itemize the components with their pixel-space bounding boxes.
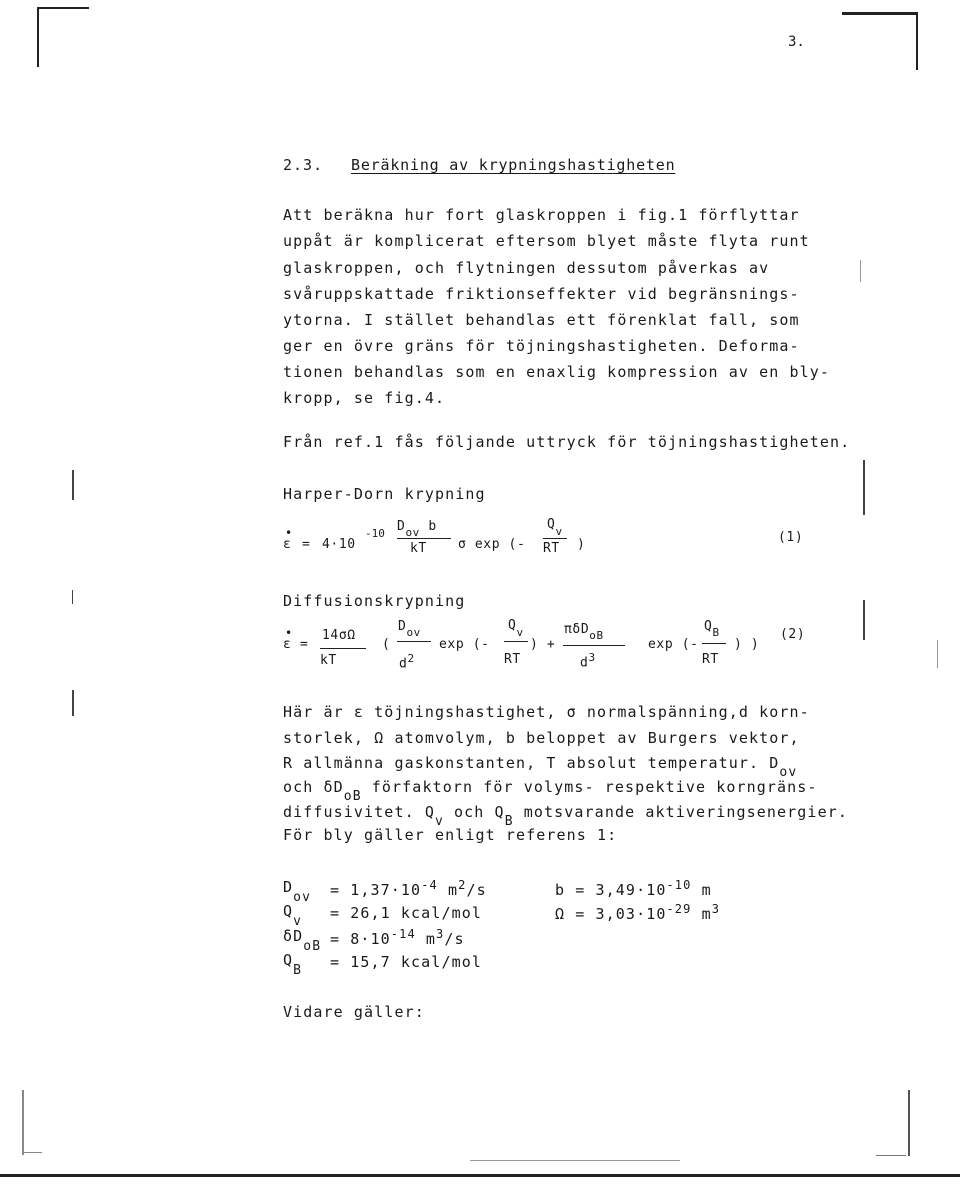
activation-energy-subscript: v [516, 626, 524, 639]
frame-bottom-right-tick [876, 1155, 906, 1156]
text-line: storlek, Ω atomvolym, b beloppet av Burgers vektor, [283, 729, 800, 747]
frame-top-left-line [37, 7, 89, 9]
activation-energy-numerator [547, 517, 563, 538]
strain-rate-dot: • [285, 526, 293, 540]
constant-symbol [283, 902, 303, 929]
grain-size-exponent: 3 [588, 651, 596, 664]
text-span: förfaktorn för volyms- respektive korngräns- [361, 778, 818, 796]
text-span: motsvarande aktiveringsenergier. [513, 803, 848, 821]
fraction-bar [397, 538, 451, 539]
margin-mark [937, 640, 938, 668]
text-line [283, 803, 848, 829]
value: = 15,7 kcal/mol [330, 953, 482, 971]
unit-exponent: 3 [436, 927, 445, 941]
gas-constant-temperature: RT [702, 652, 719, 667]
diffusivity-symbol: D [398, 619, 407, 634]
unit-exponent: 3 [711, 902, 721, 916]
text-line: tionen behandlas som en enaxlig kompression av en bly- [283, 363, 831, 381]
subscript: ov [293, 890, 311, 905]
margin-mark [863, 460, 865, 515]
unit-tail: /s [444, 930, 465, 948]
text-line [283, 778, 818, 804]
fraction-numerator: 14σΩ [322, 628, 356, 643]
close-parens: ) ) [734, 637, 760, 652]
equation-label: Diffusionskrypning [283, 592, 466, 610]
equals-sign: = [300, 637, 309, 652]
unit-exponent: 2 [458, 878, 467, 892]
subscript: B [504, 814, 514, 829]
text-line: uppåt är komplicerat eftersom blyet måste flyta runt [283, 232, 810, 250]
burgers-vector: b [428, 519, 437, 534]
symbol: Ω [555, 905, 566, 923]
margin-mark [863, 600, 865, 640]
frame-top-right-line [842, 12, 918, 15]
text-line: kropp, se fig.4. [283, 389, 446, 407]
grain-size-symbol: d [399, 656, 408, 672]
symbol: D [283, 878, 294, 896]
symbol: δD [283, 927, 304, 945]
subscript: v [434, 814, 444, 829]
frame-bottom-left-line [22, 1090, 24, 1155]
grain-size-exponent: 2 [407, 652, 415, 665]
section-title: Beräkning av krypningshastigheten [351, 156, 676, 174]
frame-bottom-mid-line [470, 1160, 680, 1161]
stress-exp: σ exp (- [458, 537, 526, 552]
frame-left-top-line [37, 7, 39, 67]
fraction-bar [320, 648, 366, 649]
equation-number: (2) [780, 627, 806, 642]
text-line: Att beräkna hur fort glaskroppen i fig.1 förflyttar [283, 206, 800, 224]
coefficient: 4·10 [322, 537, 356, 552]
value: = 26,1 kcal/mol [330, 904, 482, 922]
value: = 3,49·10 [575, 881, 667, 899]
boundary-diffusivity-subscript: oB [589, 629, 604, 642]
fraction-denominator [399, 652, 415, 671]
frame-bottom-rule [0, 1174, 960, 1177]
boundary-diffusivity-symbol: πδD [564, 622, 590, 637]
exp-function: exp (- [439, 637, 490, 652]
constant-value [330, 927, 465, 948]
text-span: R allmänna gaskonstanten, T absolut temperatur. D [283, 754, 780, 772]
diffusivity-subscript: ov [405, 526, 420, 539]
frame-bottom-right-line [908, 1090, 910, 1156]
subscript: oB [303, 939, 322, 954]
constant-value [330, 904, 482, 922]
text-span: diffusivitet. Q [283, 803, 435, 821]
text-line: Här är ε töjningshastighet, σ normalspänning,d korn- [283, 703, 810, 721]
unit: m [691, 905, 712, 923]
constant-symbol [283, 927, 322, 954]
coefficient-exponent: -10 [365, 527, 385, 540]
exponent: -4 [421, 878, 438, 892]
fraction-numerator [397, 519, 437, 539]
strain-rate-symbol: ε [283, 637, 292, 652]
activation-energy-subscript: v [555, 525, 563, 538]
margin-mark [72, 470, 74, 500]
fraction-bar [397, 641, 431, 642]
text-line: ger en övre gräns för töjningshastigheten. Deforma- [283, 337, 800, 355]
constant-row [555, 902, 720, 923]
text-line: glaskroppen, och flytningen dessutom påverkas av [283, 259, 770, 277]
fraction-bar [504, 641, 528, 642]
frame-bottom-left-tick [22, 1152, 42, 1153]
activation-energy-numerator [704, 619, 720, 639]
text-line: För bly gäller enligt referens 1: [283, 826, 618, 844]
strain-rate-symbol: ε [283, 537, 292, 552]
diffusivity-subscript: ov [406, 626, 421, 639]
unit: m [415, 930, 437, 948]
constant-value [330, 878, 487, 899]
gas-constant-temperature: RT [504, 652, 521, 667]
constant-value [330, 953, 482, 971]
unit-tail: /s [466, 881, 487, 899]
paragraph-reference: Från ref.1 fås följande uttryck för töjningshastigheten. [283, 433, 851, 451]
frame-right-top-line [916, 12, 918, 70]
margin-mark [860, 260, 861, 282]
margin-mark [72, 590, 73, 604]
activation-energy-symbol: Q [508, 618, 517, 633]
activation-energy-symbol: Q [547, 517, 556, 532]
fraction-denominator: kT [410, 541, 427, 556]
symbol: Q [283, 902, 294, 920]
unit: m [691, 881, 712, 899]
symbol: Q [283, 951, 294, 969]
fraction-denominator: kT [320, 653, 337, 668]
fraction-denominator [580, 651, 596, 670]
close-paren: ) [577, 537, 586, 552]
gas-constant-temperature: RT [543, 541, 560, 556]
subscript: B [293, 963, 303, 978]
value: = 8·10 [330, 930, 391, 948]
equals-sign: = [302, 537, 311, 552]
exp-function: exp (- [648, 637, 699, 652]
value: = 3,03·10 [575, 905, 667, 923]
section-number: 2.3. [283, 156, 324, 174]
constant-symbol [283, 951, 303, 978]
exponent: -10 [666, 878, 692, 892]
activation-energy-symbol: Q [704, 619, 713, 634]
diffusivity-symbol: D [397, 519, 406, 534]
equation-number: (1) [778, 530, 804, 545]
activation-energy-numerator [508, 618, 524, 639]
activation-energy-subscript: B [712, 626, 720, 639]
exponent: -29 [666, 902, 692, 916]
equation-label: Harper-Dorn krypning [283, 485, 486, 503]
close-paren-plus: ) + [530, 637, 556, 652]
open-paren: ( [382, 637, 391, 652]
strain-rate-dot: • [285, 626, 293, 640]
fraction-numerator [398, 619, 421, 639]
grain-size-symbol: d [580, 655, 589, 671]
subscript: oB [343, 789, 362, 804]
text-span: och δD [283, 778, 344, 796]
subscript: v [293, 914, 303, 929]
margin-mark [72, 690, 74, 716]
text-line: svåruppskattade friktionseffekter vid begränsnings- [283, 285, 800, 303]
text-line [283, 754, 798, 780]
constant-symbol [283, 878, 311, 905]
exponent: -14 [390, 927, 416, 941]
fraction-bar [702, 643, 726, 644]
fraction-bar [543, 538, 567, 539]
fraction-bar [563, 645, 625, 646]
constant-row [555, 878, 712, 899]
closing-text: Vidare gäller: [283, 1003, 425, 1021]
text-line: ytorna. I stället behandlas ett förenklat fall, som [283, 311, 800, 329]
page-number: 3. [788, 34, 805, 50]
fraction-numerator [564, 622, 604, 642]
value: = 1,37·10 [330, 881, 422, 899]
subscript: ov [779, 765, 798, 780]
symbol: b [555, 881, 566, 899]
unit: m [437, 881, 459, 899]
text-span: och Q [443, 803, 505, 821]
